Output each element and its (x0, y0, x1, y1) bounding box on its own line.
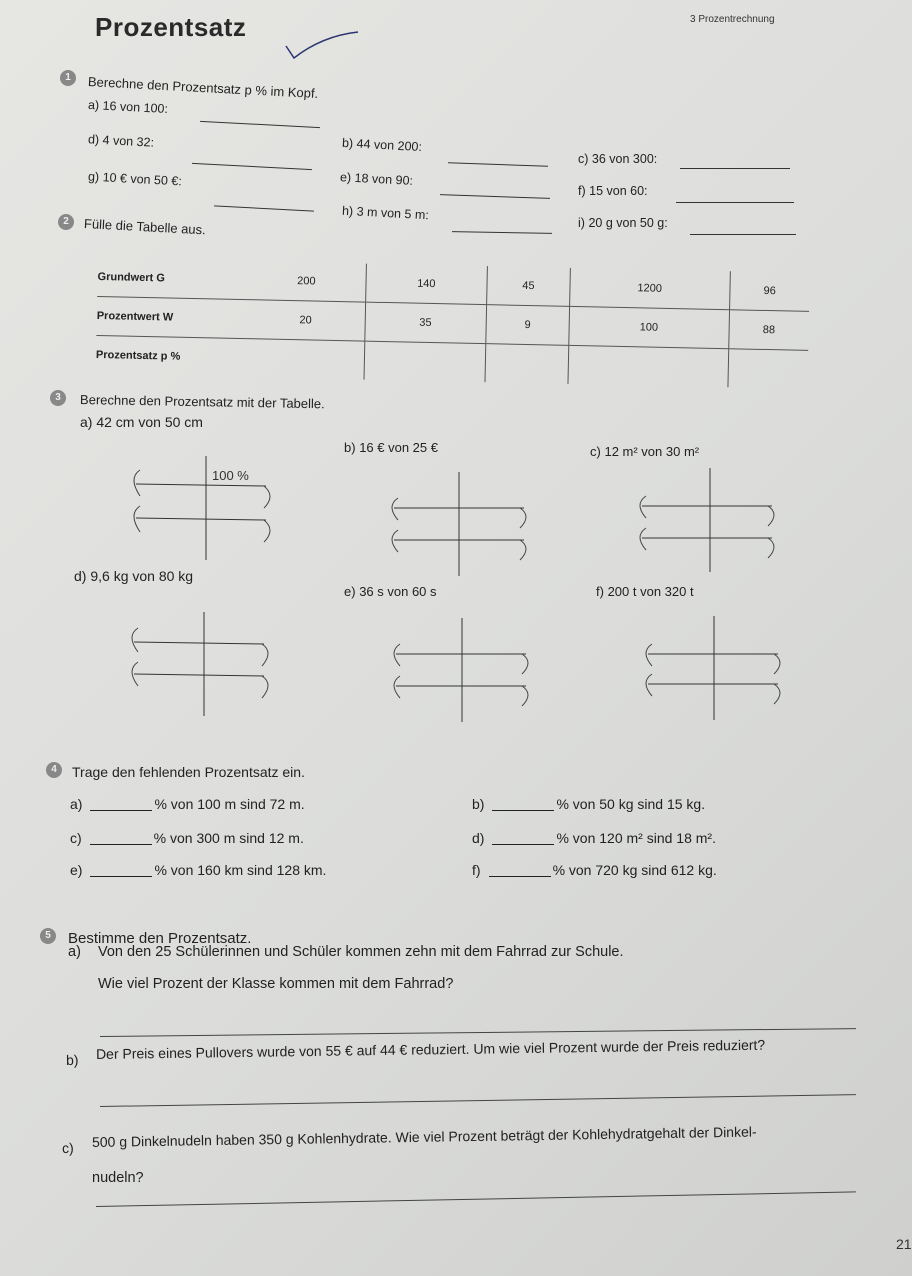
answer-line[interactable] (489, 876, 551, 877)
table-cell: 9 (486, 305, 570, 346)
page-title: Prozentsatz (95, 12, 247, 42)
answer-line[interactable] (440, 194, 550, 199)
exercise-item: d) 9,6 kg von 80 kg (74, 568, 194, 584)
task-number: 5 (40, 928, 56, 944)
chapter-header: 3 Prozentrechnung (690, 14, 775, 25)
exercise-item: i) 20 g von 50 g: (578, 216, 668, 230)
row-header: Prozentsatz p % (95, 348, 181, 363)
answer-line[interactable] (492, 844, 554, 845)
row-header: Grundwert G (97, 258, 248, 300)
table-cell: 100 (569, 306, 729, 348)
checkmark-icon (282, 28, 362, 64)
exercise-item: a) 16 von 100: (87, 97, 169, 117)
task-number: 1 (60, 70, 76, 86)
task-instruction: Berechne den Prozentsatz mit der Tabelle. (79, 392, 325, 412)
table-cell-empty[interactable] (728, 349, 809, 389)
answer-line[interactable] (680, 168, 790, 169)
percent-table (96, 258, 810, 389)
proportion-table-c[interactable] (632, 468, 782, 572)
table-cell: 140 (365, 264, 487, 305)
task-instruction: Fülle die Tabelle aus. (83, 216, 207, 238)
exercise-item: f) % von 720 kg sind 612 kg. (472, 862, 717, 878)
proportion-table-a[interactable] (126, 456, 276, 560)
table-cell: 88 (728, 310, 809, 351)
answer-line[interactable] (90, 876, 152, 877)
question-c-text: 500 g Dinkelnudeln haben 350 g Kohlenhydrate. Wie viel Prozent beträgt der Kohlehydratgehalt der Dinkel- (91, 1123, 757, 1150)
proportion-table-d[interactable] (124, 612, 274, 716)
answer-line[interactable] (676, 202, 794, 203)
table-cell-empty[interactable] (568, 345, 728, 387)
answer-line[interactable] (100, 1094, 856, 1107)
exercise-item: e) % von 160 km sind 128 km. (70, 862, 327, 878)
hint-label: 100 % (212, 468, 249, 483)
exercise-item: c) 36 von 300: (578, 152, 658, 166)
question-c-text-2: nudeln? (92, 1170, 144, 1186)
task-instruction: Berechne den Prozentsatz p % im Kopf. (87, 74, 319, 102)
proportion-table-e[interactable] (386, 618, 536, 722)
proportion-table-f[interactable] (638, 616, 788, 720)
exercise-item: a) 42 cm von 50 cm (80, 414, 203, 430)
exercise-item: e) 18 von 90: (339, 170, 414, 188)
exercise-item: b) 44 von 200: (341, 135, 423, 155)
exercise-item: d) % von 120 m² sind 18 m². (472, 830, 716, 846)
answer-line[interactable] (448, 162, 548, 166)
exercise-item: c) 12 m² von 30 m² (590, 444, 700, 459)
task-instruction: Trage den fehlenden Prozentsatz ein. (72, 764, 305, 780)
table-cell-empty[interactable] (485, 344, 569, 384)
answer-line[interactable] (192, 163, 312, 170)
task-number: 3 (50, 390, 66, 406)
table-cell: 96 (729, 271, 810, 311)
answer-line[interactable] (690, 234, 796, 235)
task-instruction: Bestimme den Prozentsatz. (68, 930, 252, 947)
answer-line[interactable] (90, 844, 152, 845)
exercise-item: h) 3 m von 5 m: (341, 203, 430, 223)
proportion-table-b[interactable] (384, 472, 534, 576)
question-c-label: c) (61, 1139, 74, 1156)
exercise-item: b) % von 50 kg sind 15 kg. (472, 796, 706, 812)
table-cell: 20 (246, 300, 365, 341)
question-b-label: b) (65, 1051, 79, 1068)
exercise-item: c) % von 300 m sind 12 m. (70, 830, 304, 846)
answer-line[interactable] (200, 121, 320, 128)
question-a-label: a) (68, 944, 81, 960)
answer-line[interactable] (492, 810, 554, 811)
answer-line[interactable] (90, 810, 152, 811)
answer-line[interactable] (452, 231, 552, 234)
table-cell: 200 (247, 261, 366, 302)
question-b-text: Der Preis eines Pullovers wurde von 55 € auf 44 € reduziert. Um wie viel Prozent wurde der Preis reduziert? (95, 1036, 766, 1062)
exercise-item: f) 15 von 60: (578, 184, 648, 198)
task-number: 2 (58, 214, 74, 230)
exercise-item: g) 10 € von 50 €: (87, 169, 183, 189)
row-header: Prozentwert W (96, 296, 247, 338)
question-a-text-2: Wie viel Prozent der Klasse kommen mit dem Fahrrad? (98, 976, 454, 992)
question-a-text: Von den 25 Schülerinnen und Schüler kommen zehn mit dem Fahrrad zur Schule. (98, 944, 624, 960)
exercise-item: a) % von 100 m sind 72 m. (70, 796, 305, 812)
page-number: 21 (896, 1236, 912, 1252)
exercise-item: d) 4 von 32: (87, 132, 155, 150)
answer-line[interactable] (96, 1191, 856, 1207)
answer-line[interactable] (100, 1028, 856, 1037)
table-cell-empty[interactable] (364, 341, 486, 382)
answer-line[interactable] (214, 205, 314, 211)
exercise-item: f) 200 t von 320 t (596, 584, 694, 599)
table-cell: 35 (364, 302, 486, 344)
table-cell-empty[interactable] (246, 339, 365, 380)
task-number: 4 (46, 762, 62, 778)
table-cell: 1200 (570, 268, 730, 310)
exercise-item: e) 36 s von 60 s (344, 584, 437, 599)
exercise-item: b) 16 € von 25 € (344, 440, 438, 455)
table-cell: 45 (487, 266, 571, 306)
